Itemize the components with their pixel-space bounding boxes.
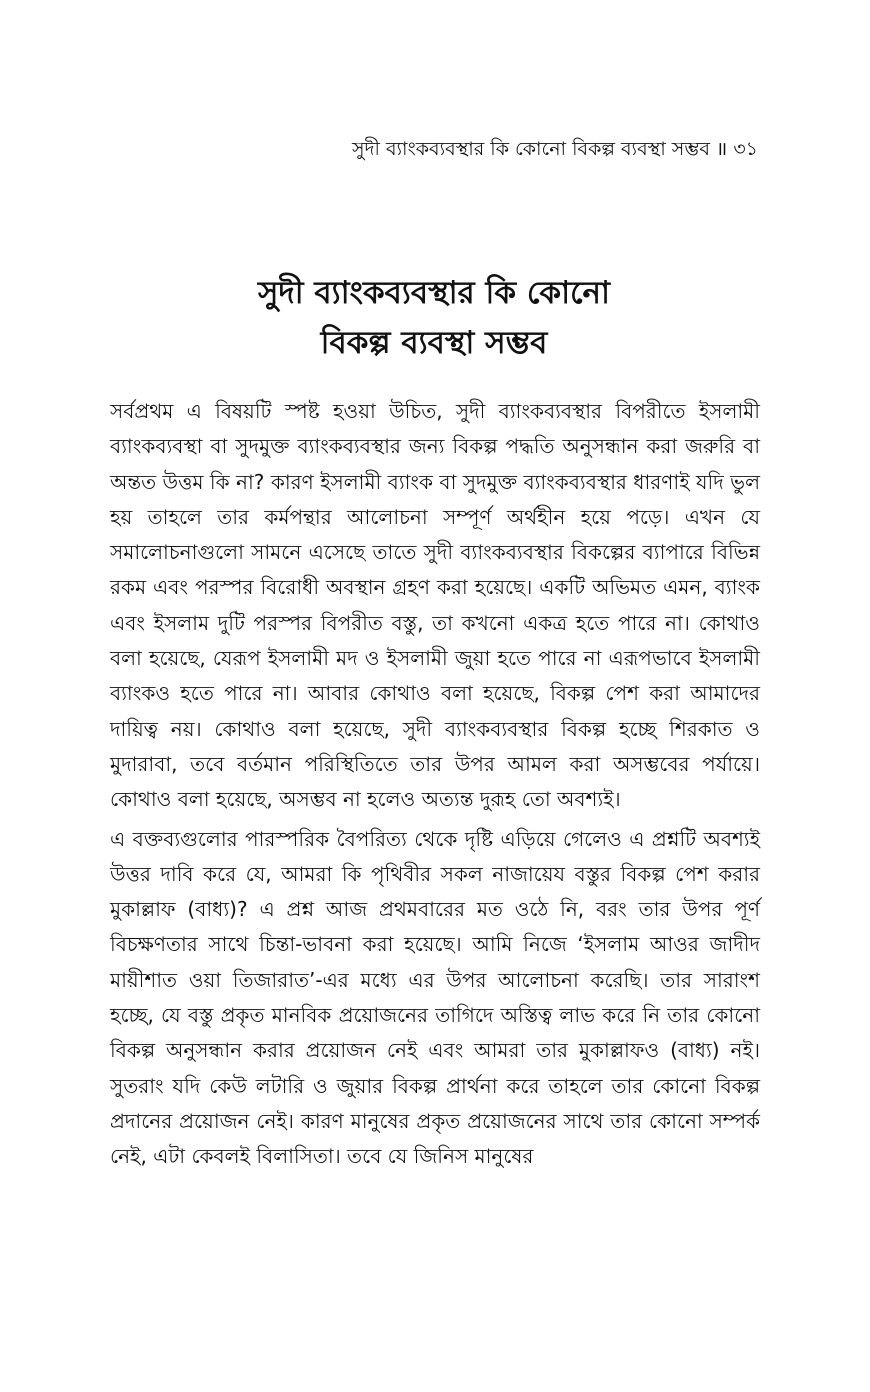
chapter-title-line-2: বিকল্প ব্যবস্থা সম্ভব: [320, 325, 548, 361]
chapter-title-line-1: সুদী ব্যাংকব্যবস্থার কি কোনো: [257, 275, 611, 311]
body-text: [110, 394, 760, 1175]
running-title: সুদী ব্যাংকব্যবস্থার কি কোনো বিকল্প ব্যবস্থা সম্ভব: [351, 138, 710, 160]
page-number: ৩১: [733, 138, 758, 160]
running-header: [110, 134, 758, 164]
paragraph-1: সর্বপ্রথম এ বিষয়টি স্পষ্ট হওয়া উচিত, সুদী ব্যাংকব্যবস্থার বিপরীতে ইসলামী ব্যাংকব্যবস্থা বা সুদমুক্ত ব্যাংকব্যবস্থার জন্য বিকল্প পদ্ধতি অনুসন্ধান করা জরুরি বা অন্তত উত্তম কি না? কারণ ইসলামী ব্যাংক বা সুদমুক্ত ব্যাংকব্যবস্থার ধারণাই যদি ভুল হয় তাহলে তার কর্মপন্থার আলোচনা সম্পূর্ণ অর্থহীন হয়ে পড়ে। এখন যে সমালোচনাগুলো সামনে এসেছে তাতে সুদী ব্যাংকব্যবস্থার বিকল্পের ব্যাপারে বিভিন্ন রকম এবং পরস্পর বিরোধী অবস্থান গ্রহণ করা হয়েছে। একটি অভিমত এমন, ব্যাংক এবং ইসলাম দুটি পরস্পর বিপরীত বস্তু, তা কখনো একত্র হতে পারে না। কোথাও বলা হয়েছে, যেরূপ ইসলামী মদ ও ইসলামী জুয়া হতে পারে না এরূপভাবে ইসলামী ব্যাংকও হতে পারে না। আবার কোথাও বলা হয়েছে, বিকল্প পেশ করা আমাদের দায়িত্ব নয়। কোথাও বলা হয়েছে, সুদী ব্যাংকব্যবস্থার বিকল্প হচ্ছে শিরকাত ও মুদারাবা, তবে বর্তমান পরিস্থিতিতে তার উপর আমল করা অসম্ভবের পর্যায়ে। কোথাও বলা হয়েছে, অসম্ভব না হলেও অত্যন্ত দুরূহ তো অবশ্যই।: [110, 399, 760, 812]
header-separator: ॥: [715, 138, 728, 160]
paragraph-2: এ বক্তব্যগুলোর পারস্পরিক বৈপরিত্য থেকে দৃষ্টি এড়িয়ে গেলেও এ প্রশ্নটি অবশ্যই উত্তর দাবি করে যে, আমরা কি পৃথিবীর সকল নাজায়েয বস্তুর বিকল্প পেশ করার মুকাল্লাফ (বাধ্য)? এ প্রশ্ন আজ প্রথমবারের মত ওঠে নি, বরং তার উপর পূর্ণ বিচক্ষণতার সাথে চিন্তা-ভাবনা করা হয়েছে। আমি নিজে ‘ইসলাম আওর জাদীদ মায়ীশাত ওয়া তিজারাত’-এর মধ্যে এর উপর আলোচনা করেছি। তার সারাংশ হচ্ছে, যে বস্তু প্রকৃত মানবিক প্রয়োজনের তাগিদে অস্তিত্ব লাভ করে নি তার কোনো বিকল্প অনুসন্ধান করার প্রয়োজন নেই এবং আমরা তার মুকাল্লাফও (বাধ্য) নই। সুতরাং যদি কেউ লটারি ও জুয়ার বিকল্প প্রার্থনা করে তাহলে তার কোনো বিকল্প প্রদানের প্রয়োজন নেই। কারণ মানুষের প্রকৃত প্রয়োজনের সাথে তার কোনো সম্পর্ক নেই, এটা কেবলই বিলাসিতা। তবে যে জিনিস মানুষের: [110, 826, 760, 1169]
chapter-title: [110, 268, 758, 368]
